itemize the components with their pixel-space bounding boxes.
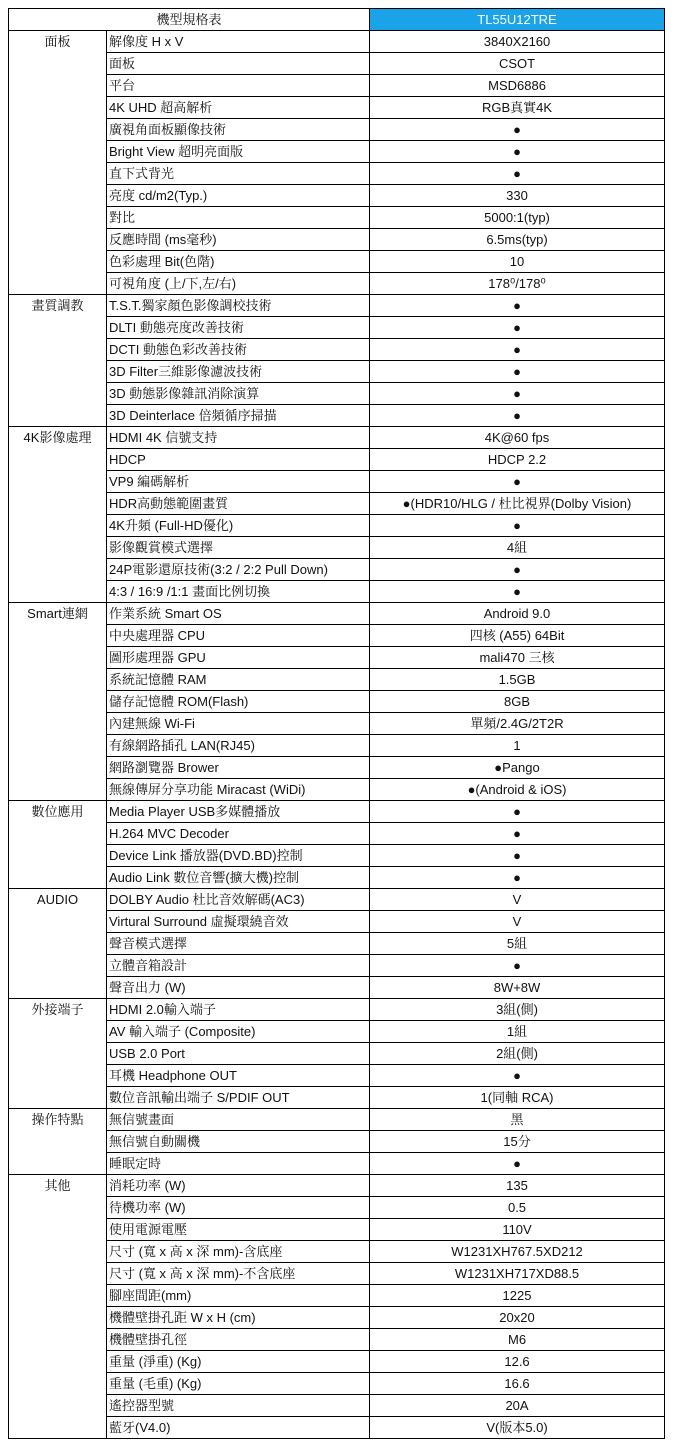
spec-value: 黑 xyxy=(370,1109,665,1131)
spec-row xyxy=(9,779,665,801)
spec-row xyxy=(9,889,665,911)
spec-value: V(版本5.0) xyxy=(370,1417,665,1439)
spec-value: 四核 (A55) 64Bit xyxy=(370,625,665,647)
category-cell xyxy=(9,779,107,801)
spec-row xyxy=(9,713,665,735)
spec-row xyxy=(9,845,665,867)
category-cell xyxy=(9,757,107,779)
category-cell xyxy=(9,471,107,493)
spec-row xyxy=(9,471,665,493)
spec-item: Virtural Surround 虛擬環繞音效 xyxy=(107,911,370,933)
spec-row xyxy=(9,1241,665,1263)
spec-item: 無信號自動關機 xyxy=(107,1131,370,1153)
category-cell xyxy=(9,75,107,97)
spec-row xyxy=(9,559,665,581)
spec-item: 反應時間 (ms毫秒) xyxy=(107,229,370,251)
category-cell xyxy=(9,515,107,537)
category-cell xyxy=(9,119,107,141)
category-cell xyxy=(9,1351,107,1373)
spec-row xyxy=(9,229,665,251)
spec-item: Device Link 播放器(DVD.BD)控制 xyxy=(107,845,370,867)
spec-item: 數位音訊輸出端子 S/PDIF OUT xyxy=(107,1087,370,1109)
spec-item: 可視角度 (上/下,左/右) xyxy=(107,273,370,295)
category-cell xyxy=(9,1285,107,1307)
spec-row xyxy=(9,1153,665,1175)
spec-value: 10 xyxy=(370,251,665,273)
category-cell xyxy=(9,1065,107,1087)
spec-row xyxy=(9,1109,665,1131)
spec-value: ● xyxy=(370,559,665,581)
spec-value: ● xyxy=(370,405,665,427)
spec-item: AV 輸入端子 (Composite) xyxy=(107,1021,370,1043)
spec-row xyxy=(9,317,665,339)
spec-row xyxy=(9,691,665,713)
spec-row xyxy=(9,999,665,1021)
category-cell xyxy=(9,713,107,735)
category-cell: 4K影像處理 xyxy=(9,427,107,449)
category-cell xyxy=(9,251,107,273)
spec-item: 影像觀賞模式選擇 xyxy=(107,537,370,559)
spec-row xyxy=(9,383,665,405)
spec-value: 2組(側) xyxy=(370,1043,665,1065)
spec-item: USB 2.0 Port xyxy=(107,1043,370,1065)
spec-item: 中央處理器 CPU xyxy=(107,625,370,647)
spec-body xyxy=(9,31,665,1439)
spec-row xyxy=(9,581,665,603)
spec-value: 20A xyxy=(370,1395,665,1417)
spec-value: 110V xyxy=(370,1219,665,1241)
spec-row xyxy=(9,141,665,163)
spec-item: HDR高動態範圍畫質 xyxy=(107,493,370,515)
spec-value: 15分 xyxy=(370,1131,665,1153)
spec-value: ● xyxy=(370,867,665,889)
spec-value: 0.5 xyxy=(370,1197,665,1219)
spec-item: 儲存記憶體 ROM(Flash) xyxy=(107,691,370,713)
spec-item: 無線傳屏分享功能 Miracast (WiDi) xyxy=(107,779,370,801)
spec-item: 廣視角面板顯像技術 xyxy=(107,119,370,141)
spec-value: Android 9.0 xyxy=(370,603,665,625)
spec-value: V xyxy=(370,911,665,933)
spec-item: 機體壁掛孔距 W x H (cm) xyxy=(107,1307,370,1329)
spec-value: ● xyxy=(370,295,665,317)
spec-item: 系統記憶體 RAM xyxy=(107,669,370,691)
category-cell: 數位應用 xyxy=(9,801,107,823)
spec-row xyxy=(9,1373,665,1395)
category-cell xyxy=(9,735,107,757)
category-cell xyxy=(9,1373,107,1395)
spec-value: RGB真實4K xyxy=(370,97,665,119)
spec-item: T.S.T.獨家顏色影像調校技術 xyxy=(107,295,370,317)
category-cell: 面板 xyxy=(9,31,107,53)
spec-value: 4K@60 fps xyxy=(370,427,665,449)
spec-value: HDCP 2.2 xyxy=(370,449,665,471)
category-cell xyxy=(9,185,107,207)
spec-item: 藍牙(V4.0) xyxy=(107,1417,370,1439)
category-cell xyxy=(9,1043,107,1065)
spec-value: ● xyxy=(370,317,665,339)
spec-item: 作業系統 Smart OS xyxy=(107,603,370,625)
category-cell xyxy=(9,691,107,713)
spec-row xyxy=(9,53,665,75)
spec-value: 8W+8W xyxy=(370,977,665,999)
spec-item: HDCP xyxy=(107,449,370,471)
category-cell xyxy=(9,97,107,119)
spec-value: 1.5GB xyxy=(370,669,665,691)
header-row xyxy=(9,9,665,31)
spec-value: ● xyxy=(370,141,665,163)
spec-item: 重量 (淨重) (Kg) xyxy=(107,1351,370,1373)
category-cell xyxy=(9,1329,107,1351)
spec-row xyxy=(9,361,665,383)
category-cell xyxy=(9,1021,107,1043)
category-cell xyxy=(9,977,107,999)
spec-item: 睡眠定時 xyxy=(107,1153,370,1175)
spec-value: ● xyxy=(370,1153,665,1175)
spec-value: ● xyxy=(370,581,665,603)
spec-value: ● xyxy=(370,823,665,845)
spec-item: 耳機 Headphone OUT xyxy=(107,1065,370,1087)
spec-item: 無信號畫面 xyxy=(107,1109,370,1131)
spec-item: 圖形處理器 GPU xyxy=(107,647,370,669)
category-cell xyxy=(9,207,107,229)
spec-item: 平台 xyxy=(107,75,370,97)
spec-item: 有線網路插孔 LAN(RJ45) xyxy=(107,735,370,757)
spec-row xyxy=(9,273,665,295)
spec-item: 色彩處理 Bit(色階) xyxy=(107,251,370,273)
spec-value: ● xyxy=(370,845,665,867)
category-cell xyxy=(9,1087,107,1109)
spec-item: 網路瀏覽器 Brower xyxy=(107,757,370,779)
spec-item: 機體壁掛孔徑 xyxy=(107,1329,370,1351)
spec-value: 178⁰/178⁰ xyxy=(370,273,665,295)
spec-value: ●(Android & iOS) xyxy=(370,779,665,801)
category-cell: 畫質調教 xyxy=(9,295,107,317)
category-cell xyxy=(9,317,107,339)
spec-value: CSOT xyxy=(370,53,665,75)
spec-row xyxy=(9,449,665,471)
spec-row xyxy=(9,295,665,317)
spec-value: 1組 xyxy=(370,1021,665,1043)
category-cell xyxy=(9,339,107,361)
spec-item: 消耗功率 (W) xyxy=(107,1175,370,1197)
category-cell xyxy=(9,537,107,559)
spec-item: 面板 xyxy=(107,53,370,75)
spec-row xyxy=(9,31,665,53)
spec-value: 135 xyxy=(370,1175,665,1197)
spec-item: Media Player USB多媒體播放 xyxy=(107,801,370,823)
spec-table xyxy=(8,8,665,1439)
spec-row xyxy=(9,757,665,779)
category-cell xyxy=(9,449,107,471)
spec-item: Bright View 超明亮面版 xyxy=(107,141,370,163)
spec-value: mali470 三核 xyxy=(370,647,665,669)
category-cell xyxy=(9,1197,107,1219)
spec-row xyxy=(9,1021,665,1043)
category-cell xyxy=(9,383,107,405)
spec-item: Audio Link 數位音響(擴大機)控制 xyxy=(107,867,370,889)
category-cell: 外接端子 xyxy=(9,999,107,1021)
spec-item: 解像度 H x V xyxy=(107,31,370,53)
spec-value: 6.5ms(typ) xyxy=(370,229,665,251)
spec-row xyxy=(9,955,665,977)
spec-row xyxy=(9,1043,665,1065)
spec-value: 3840X2160 xyxy=(370,31,665,53)
spec-value: ● xyxy=(370,471,665,493)
spec-value: ●(HDR10/HLG / 杜比視界(Dolby Vision) xyxy=(370,493,665,515)
spec-row xyxy=(9,405,665,427)
spec-value: MSD6886 xyxy=(370,75,665,97)
category-cell xyxy=(9,53,107,75)
category-cell: 其他 xyxy=(9,1175,107,1197)
spec-value: 3組(側) xyxy=(370,999,665,1021)
spec-row xyxy=(9,1329,665,1351)
category-cell xyxy=(9,955,107,977)
spec-row xyxy=(9,1197,665,1219)
spec-row xyxy=(9,603,665,625)
spec-value: 4組 xyxy=(370,537,665,559)
spec-item: 使用電源電壓 xyxy=(107,1219,370,1241)
category-cell: AUDIO xyxy=(9,889,107,911)
spec-value: W1231XH767.5XD212 xyxy=(370,1241,665,1263)
spec-item: 4:3 / 16:9 /1:1 畫面比例切換 xyxy=(107,581,370,603)
spec-value: 20x20 xyxy=(370,1307,665,1329)
spec-value: 5組 xyxy=(370,933,665,955)
spec-value: 5000:1(typ) xyxy=(370,207,665,229)
spec-item: H.264 MVC Decoder xyxy=(107,823,370,845)
spec-row xyxy=(9,911,665,933)
spec-item: DOLBY Audio 杜比音效解碼(AC3) xyxy=(107,889,370,911)
model-name: TL55U12TRE xyxy=(370,9,665,31)
spec-value: 1(同軸 RCA) xyxy=(370,1087,665,1109)
category-cell xyxy=(9,1219,107,1241)
category-cell xyxy=(9,933,107,955)
spec-item: 內建無線 Wi-Fi xyxy=(107,713,370,735)
spec-row xyxy=(9,537,665,559)
spec-item: 重量 (毛重) (Kg) xyxy=(107,1373,370,1395)
spec-item: 直下式背光 xyxy=(107,163,370,185)
spec-row xyxy=(9,251,665,273)
spec-value: ● xyxy=(370,119,665,141)
category-cell xyxy=(9,141,107,163)
spec-item: 待機功率 (W) xyxy=(107,1197,370,1219)
spec-row xyxy=(9,823,665,845)
spec-value: ● xyxy=(370,955,665,977)
category-cell xyxy=(9,625,107,647)
spec-row xyxy=(9,647,665,669)
spec-row xyxy=(9,119,665,141)
spec-value: ● xyxy=(370,801,665,823)
category-cell xyxy=(9,559,107,581)
spec-row xyxy=(9,207,665,229)
category-cell xyxy=(9,1153,107,1175)
category-cell xyxy=(9,911,107,933)
spec-row xyxy=(9,97,665,119)
spec-row xyxy=(9,515,665,537)
spec-item: 尺寸 (寬 x 高 x 深 mm)-含底座 xyxy=(107,1241,370,1263)
category-cell xyxy=(9,273,107,295)
spec-value: V xyxy=(370,889,665,911)
spec-value: ● xyxy=(370,361,665,383)
spec-item: 立體音箱設計 xyxy=(107,955,370,977)
category-cell xyxy=(9,647,107,669)
table-title: 機型規格表 xyxy=(9,9,370,31)
spec-item: DLTI 動態亮度改善技術 xyxy=(107,317,370,339)
spec-row xyxy=(9,1285,665,1307)
category-cell xyxy=(9,581,107,603)
spec-item: 對比 xyxy=(107,207,370,229)
spec-row xyxy=(9,1395,665,1417)
spec-row xyxy=(9,1263,665,1285)
spec-row xyxy=(9,493,665,515)
spec-value: ● xyxy=(370,383,665,405)
spec-item: 遙控器型號 xyxy=(107,1395,370,1417)
spec-row xyxy=(9,1351,665,1373)
spec-value: ● xyxy=(370,339,665,361)
spec-row xyxy=(9,339,665,361)
spec-item: 4K UHD 超高解析 xyxy=(107,97,370,119)
spec-value: ● xyxy=(370,1065,665,1087)
spec-row xyxy=(9,1307,665,1329)
spec-row xyxy=(9,1175,665,1197)
spec-item: 3D Filter三維影像濾波技術 xyxy=(107,361,370,383)
spec-row xyxy=(9,75,665,97)
spec-value: W1231XH717XD88.5 xyxy=(370,1263,665,1285)
spec-row xyxy=(9,867,665,889)
spec-item: 尺寸 (寬 x 高 x 深 mm)-不含底座 xyxy=(107,1263,370,1285)
spec-row xyxy=(9,933,665,955)
category-cell xyxy=(9,163,107,185)
spec-row xyxy=(9,625,665,647)
category-cell xyxy=(9,1263,107,1285)
spec-row xyxy=(9,1087,665,1109)
category-cell xyxy=(9,229,107,251)
spec-row xyxy=(9,427,665,449)
spec-row xyxy=(9,1417,665,1439)
spec-row xyxy=(9,977,665,999)
spec-item: 3D 動態影像雜訊消除演算 xyxy=(107,383,370,405)
category-cell xyxy=(9,867,107,889)
category-cell xyxy=(9,493,107,515)
spec-item: 3D Deinterlace 倍頻循序掃描 xyxy=(107,405,370,427)
category-cell: Smart連網 xyxy=(9,603,107,625)
spec-item: HDMI 2.0輸入端子 xyxy=(107,999,370,1021)
spec-item: 4K升頻 (Full-HD優化) xyxy=(107,515,370,537)
spec-item: 聲音出力 (W) xyxy=(107,977,370,999)
spec-item: 腳座間距(mm) xyxy=(107,1285,370,1307)
spec-row xyxy=(9,1131,665,1153)
spec-row xyxy=(9,185,665,207)
category-cell xyxy=(9,845,107,867)
category-cell xyxy=(9,1417,107,1439)
spec-row xyxy=(9,1065,665,1087)
spec-value: ● xyxy=(370,163,665,185)
category-cell xyxy=(9,669,107,691)
spec-item: 亮度 cd/m2(Typ.) xyxy=(107,185,370,207)
spec-value: 8GB xyxy=(370,691,665,713)
category-cell xyxy=(9,1395,107,1417)
category-cell xyxy=(9,1241,107,1263)
category-cell xyxy=(9,405,107,427)
category-cell xyxy=(9,361,107,383)
spec-row xyxy=(9,163,665,185)
spec-row xyxy=(9,801,665,823)
spec-item: HDMI 4K 信號支持 xyxy=(107,427,370,449)
category-cell xyxy=(9,1307,107,1329)
spec-value: 12.6 xyxy=(370,1351,665,1373)
category-cell xyxy=(9,823,107,845)
spec-item: 聲音模式選擇 xyxy=(107,933,370,955)
spec-row xyxy=(9,735,665,757)
spec-item: DCTI 動態色彩改善技術 xyxy=(107,339,370,361)
spec-row xyxy=(9,1219,665,1241)
spec-value: 1225 xyxy=(370,1285,665,1307)
spec-value: ● xyxy=(370,515,665,537)
category-cell: 操作特點 xyxy=(9,1109,107,1131)
spec-item: VP9 編碼解析 xyxy=(107,471,370,493)
spec-row xyxy=(9,669,665,691)
spec-value: 單頻/2.4G/2T2R xyxy=(370,713,665,735)
spec-value: 16.6 xyxy=(370,1373,665,1395)
category-cell xyxy=(9,1131,107,1153)
spec-value: 1 xyxy=(370,735,665,757)
spec-item: 24P電影還原技術(3:2 / 2:2 Pull Down) xyxy=(107,559,370,581)
spec-value: ●Pango xyxy=(370,757,665,779)
spec-value: M6 xyxy=(370,1329,665,1351)
spec-value: 330 xyxy=(370,185,665,207)
